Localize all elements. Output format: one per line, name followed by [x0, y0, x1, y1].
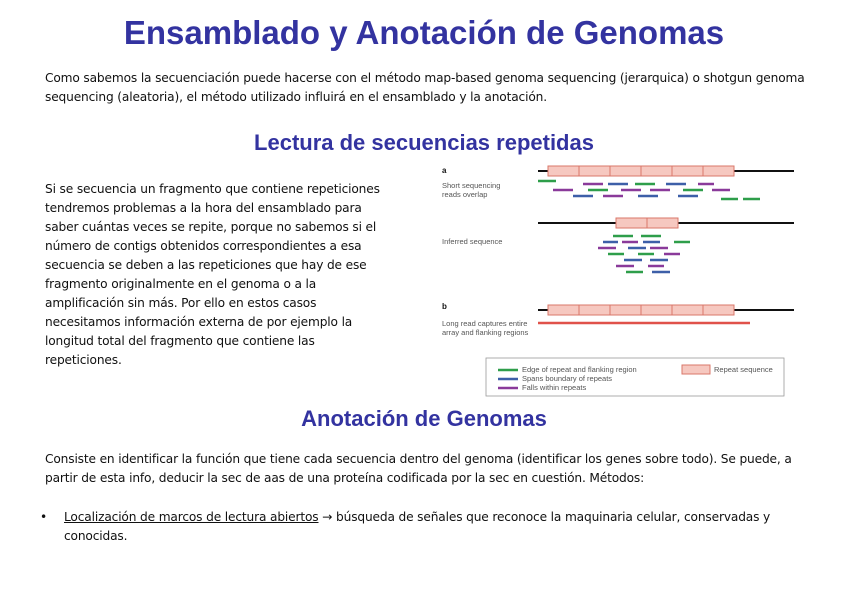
repeat-blocks-inferred [616, 218, 678, 228]
short-reads-label-2: reads overlap [442, 190, 488, 199]
legend-edge: Edge of repeat and flanking region [522, 365, 637, 374]
legend-repeat: Repeat sequence [714, 365, 773, 374]
inferred-sequence-label: Inferred sequence [442, 237, 503, 246]
repeats-paragraph: Si se secuencia un fragmento que contiene repeticiones tendremos problemas a la hora del ensamblado para saber cuántas veces se repite, porque no sabemos si el número de contigs obtenidos correspondientes a esa secuencia se deben a las repeticiones que hay de ese fragmento originalmente en el genoma o a la amplificación sin más. Por ello en estos casos necesitamos información externa de por ejemplo la longitud total del fragmento que contiene las repeticiones. [45, 182, 380, 367]
annotation-paragraph: Consiste en identificar la función que tiene cada secuencia dentro del genoma (identificar los genes sobre todo). Se puede, a partir de esta info, deducir la sec de aas de una proteína codificada por la sec en cuestión. Métodos: [45, 452, 792, 485]
figure-legend [486, 358, 784, 396]
arrow-icon: → [322, 510, 333, 524]
repeat-assembly-figure [438, 160, 798, 400]
bullet-marker: • [40, 510, 48, 524]
repeat-blocks-b [548, 305, 734, 315]
figure-label-b: b [442, 302, 447, 311]
bullet-description: búsqueda de señales que reconoce la maquinaria celular, conservadas y conocidas. [64, 510, 771, 543]
intro-paragraph: Como sabemos la secuenciación puede hacerse con el método map-based genoma sequencing (jerarquica) o shotgun genoma sequencing (aleatoria), el método utilizado influirá en el ensamblado y la anotación. [45, 71, 805, 104]
bullet-underlined-term: Localización de marcos de lectura abiertos [64, 510, 319, 524]
section-heading-annotation: Anotación de Genomas [301, 406, 547, 431]
short-reads [538, 181, 760, 199]
long-read-label-1: Long read captures entire [442, 319, 528, 328]
repeat-blocks-top [548, 166, 734, 176]
legend-spans: Spans boundary of repeats [522, 374, 613, 383]
collapsed-reads [598, 236, 690, 272]
long-read-label-2: array and flanking regions [442, 328, 529, 337]
page-title: Ensamblado y Anotación de Genomas [123, 14, 725, 51]
short-reads-label-1: Short sequencing [442, 181, 501, 190]
section-heading-repeats: Lectura de secuencias repetidas [254, 130, 594, 155]
figure-label-a: a [442, 166, 447, 175]
legend-falls: Falls within repeats [522, 383, 587, 392]
